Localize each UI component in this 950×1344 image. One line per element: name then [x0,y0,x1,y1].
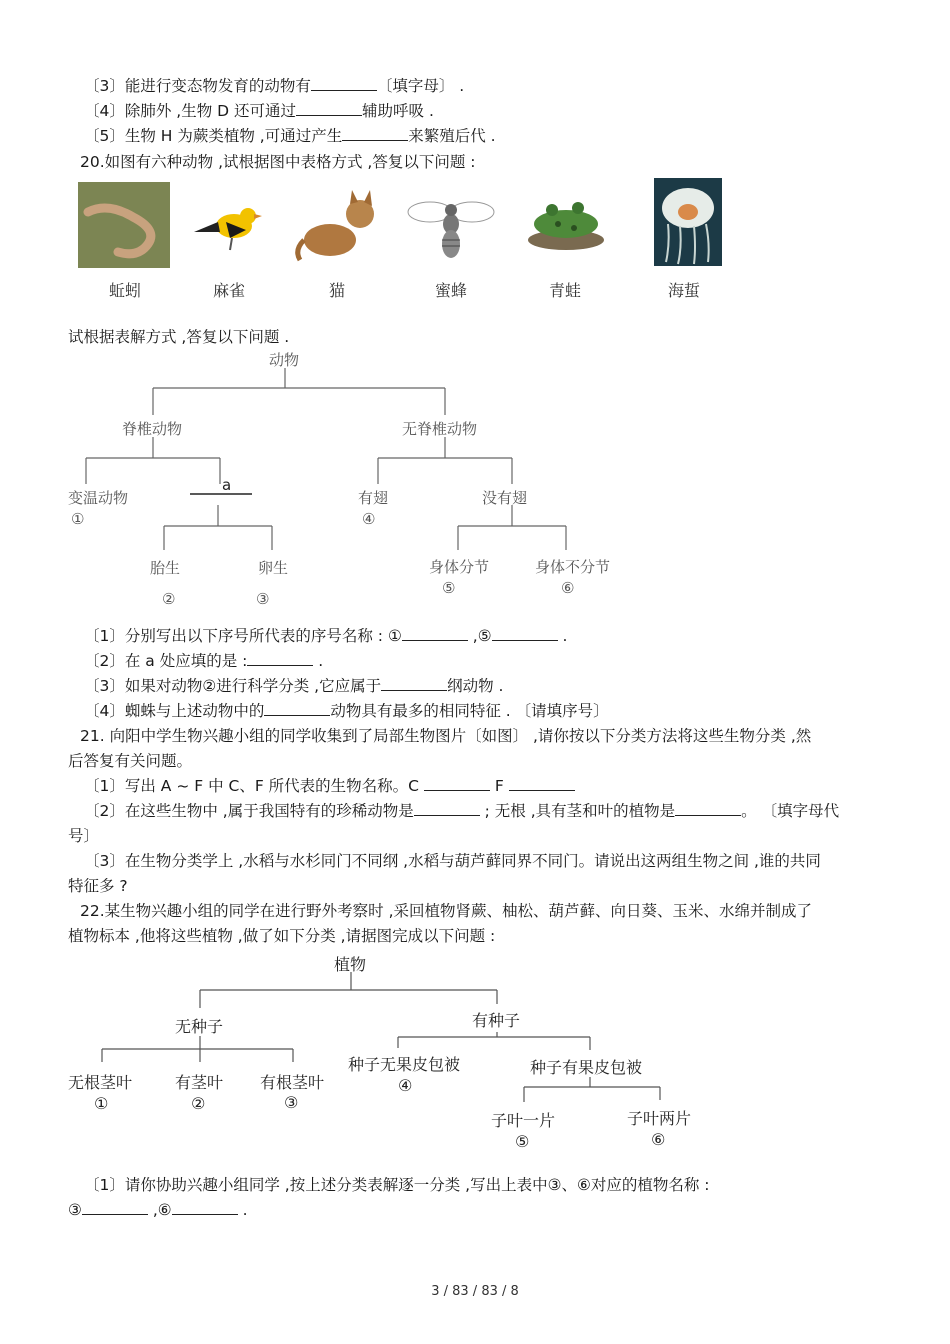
q21-item3-line2: 特征多 ? [68,877,128,895]
tree2-stemleaf: 有茎叶 [175,1073,224,1092]
tree-viviparous: 胎生 [150,559,181,577]
q20-item3-post: 纲动物 . [447,677,504,695]
animal-label: 蚯蚓 [108,281,141,300]
animal-label: 蜜蜂 [434,281,467,300]
q19-item3-pre: 〔3〕能进行变态物发育的动物有 [84,77,311,95]
q21-item1-mid: F [489,777,509,795]
answer-blank[interactable] [172,1199,238,1215]
q21-stem-line2: 后答复有关问题。 [68,752,193,770]
q21-item2-mid: ; 无根 ,具有茎和叶的植物是 [479,802,676,820]
q19-item4-pre: 〔4〕除肺外 ,生物 D 还可通过 [84,102,297,120]
q19-item5-post: 来繁殖后代 . [408,127,496,145]
q20-item4-pre: 〔4〕蜘蛛与上述动物中的 [84,702,265,720]
q19-item5-pre: 〔5〕生物 H 为蕨类植物 ,可通过产生 [84,127,343,145]
q21-item1-pre: 〔1〕写出 A ~ F 中 C、F 所代表的生物名称。C [84,777,424,795]
q20-table-intro: 试根据表解方式 ,答复以下问题 . [68,328,290,346]
q22-stem-line2: 植物标本 ,他将这些植物 ,做了如下分类 ,请据图完成以下问题 : [68,927,496,945]
tree2-covered: 种子有果皮包被 [530,1058,643,1077]
tree-coldblooded: 变温动物 [68,489,129,507]
tree2-root: 植物 [334,955,367,974]
q22-item1-line1: 〔1〕请你协助兴趣小组同学 ,按上述分类表解逐一分类 ,写出上表中③、⑥对应的植物名称 : [84,1176,710,1194]
animal-label: 海蜇 [667,281,700,300]
q20-item1-post: . [557,627,568,645]
q22-item1-b: ,⑥ [147,1201,172,1219]
tree-wingless: 没有翅 [482,489,528,507]
q22-item1-end: . [237,1201,248,1219]
tree-num-4: ④ [362,510,376,528]
tree2-num-6: ⑥ [651,1130,666,1149]
tree2-noseed: 无种子 [175,1017,224,1036]
q21-item2-post: 。 〔填字母代 [741,802,840,820]
q19-item3-post: 〔填字母〕 . [376,77,465,95]
tree-root: 动物 [269,351,300,369]
q20-item2-pre: 〔2〕在 a 处应填的是 : [84,652,248,670]
q22-item1-a: ③ [68,1201,82,1219]
answer-blank[interactable] [82,1199,148,1215]
tree-num-1: ① [71,510,85,528]
tree2-num-2: ② [191,1094,206,1113]
tree2-noroot: 无根茎叶 [68,1073,133,1092]
tree-num-3: ③ [256,590,270,608]
q20-item2-post: . [313,652,324,670]
tree2-rootstemleaf: 有根茎叶 [260,1073,325,1092]
q20-stem: 20.如图有六种动物 ,试根据图中表格方式 ,答复以下问题 : [80,153,476,171]
q21-item2-line2: 号〕 [68,827,100,845]
q19-item4-post: 辅助呼吸 . [362,102,434,120]
q20-item1-mid: ,⑤ [467,627,492,645]
tree-a: a [222,476,232,494]
tree2-num-3: ③ [284,1093,299,1112]
q21-stem-line1: 21. 向阳中学生物兴趣小组的同学收集到了局部生物图片〔如图〕 ,请你按以下分类方法将这些生物分类 ,然 [80,727,812,745]
tree-winged: 有翅 [358,489,389,507]
q22-stem-line1: 22.某生物兴趣小组的同学在进行野外考察时 ,采回植物肾蕨、柚松、葫芦藓、向日葵、玉米、水绵并制成了 [80,902,813,920]
animal-label: 麻雀 [212,281,245,300]
tree-unsegmented: 身体不分节 [535,558,611,576]
q20-item3-pre: 〔3〕如果对动物②进行科学分类 ,它应属于 [84,677,382,695]
tree-invertebrate: 无脊椎动物 [402,420,478,438]
tree2-naked: 种子无果皮包被 [348,1055,461,1074]
tree2-di: 子叶两片 [627,1109,692,1128]
tree-oviparous: 卵生 [258,559,289,577]
q22-item1-line2 [68,1199,248,1221]
animal-label: 青蛙 [548,281,581,300]
tree2-seed: 有种子 [472,1011,521,1030]
tree-vertebrate: 脊椎动物 [122,420,183,438]
tree2-num-5: ⑤ [515,1132,530,1151]
animal-label: 猫 [328,281,345,300]
q21-item2-pre: 〔2〕在这些生物中 ,属于我国特有的珍稀动物是 [84,802,414,820]
tree-num-6: ⑥ [561,579,575,597]
q20-item1-pre: 〔1〕分别写出以下序号所代表的序号名称 : ① [84,627,402,645]
tree2-num-1: ① [94,1094,109,1113]
q20-item4-post: 动物具有最多的相同特征 . 〔请填序号〕 [330,702,609,720]
q21-item3-line1: 〔3〕在生物分类学上 ,水稻与水杉同门不同纲 ,水稻与葫芦藓同界不同门。请说出这两组生物之间 ,谁的共同 [84,852,821,870]
tree-segmented: 身体分节 [429,558,490,576]
tree-num-2: ② [162,590,176,608]
page-footer: 3 / 83 / 83 / 8 [431,1284,519,1299]
tree2-mono: 子叶一片 [491,1111,556,1130]
tree-num-5: ⑤ [442,579,456,597]
tree2-num-4: ④ [398,1076,413,1095]
